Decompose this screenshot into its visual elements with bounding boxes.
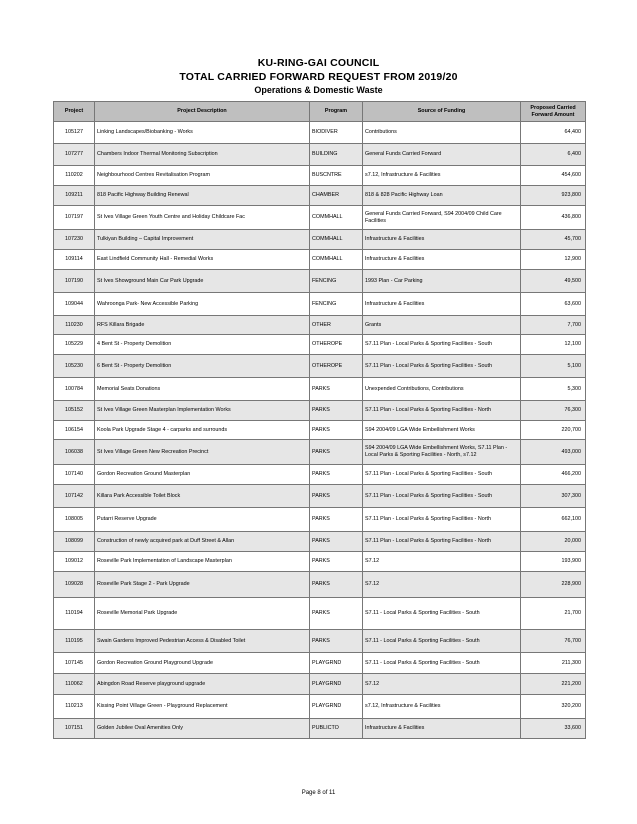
cell-description: Tulkiyan Building – Capital Improvement (95, 230, 310, 250)
table-row (54, 293, 586, 316)
cell-source: Infrastructure & Facilities (363, 250, 521, 270)
cell-description: Abingdon Road Reserve playground upgrade (95, 674, 310, 695)
cell-amount: 307,300 (521, 485, 586, 508)
cell-program: PARKS (310, 485, 363, 508)
cell-amount: 923,800 (521, 186, 586, 206)
cell-source: S7.11 Plan - Local Parks & Sporting Facilities - North (363, 508, 521, 532)
cell-amount: 21,700 (521, 598, 586, 630)
cell-amount: 228,900 (521, 572, 586, 598)
cell-description: East Lindfield Community Hall - Remedial Works (95, 250, 310, 270)
cell-source: S7.11 - Local Parks & Sporting Facilities - South (363, 630, 521, 653)
cell-description: St Ives Village Green New Recreation Precinct (95, 440, 310, 465)
cell-source: Contributions (363, 122, 521, 144)
report-subtitle: Operations & Domestic Waste (254, 85, 383, 95)
cell-project: 110202 (54, 166, 95, 186)
cell-description: Chambers Indoor Thermal Monitoring Subscription (95, 144, 310, 166)
table-row (54, 316, 586, 335)
cell-program: BUILDING (310, 144, 363, 166)
cell-program: PLAYGRND (310, 695, 363, 719)
cell-amount: 320,200 (521, 695, 586, 719)
report-title: TOTAL CARRIED FORWARD REQUEST FROM 2019/20 (179, 71, 458, 83)
cell-project: 107145 (54, 653, 95, 674)
table-row (54, 355, 586, 378)
cell-program: OTHEROPE (310, 335, 363, 355)
cell-amount: 7,700 (521, 316, 586, 335)
cell-amount: 662,100 (521, 508, 586, 532)
cell-amount: 493,000 (521, 440, 586, 465)
col-header-project: Project (54, 102, 95, 122)
cell-program: PARKS (310, 465, 363, 485)
cell-program: PLAYGRND (310, 674, 363, 695)
cell-program: PARKS (310, 532, 363, 552)
cell-amount: 45,700 (521, 230, 586, 250)
cell-program: PLAYGRND (310, 653, 363, 674)
cell-description: Kissing Point Village Green - Playground Replacement (95, 695, 310, 719)
cell-program: PARKS (310, 508, 363, 532)
cell-program: PARKS (310, 572, 363, 598)
cell-project: 109012 (54, 552, 95, 572)
cell-source: S7.11 Plan - Local Parks & Sporting Facilities - South (363, 355, 521, 378)
cell-source: S7.12 (363, 572, 521, 598)
cell-source: General Funds Carried Forward, S94 2004/09 Child Care Facilities (363, 206, 521, 230)
cell-source: S94 2004/09 LGA Wide Embellishment Works (363, 421, 521, 440)
cell-description: 818 Pacific Highway Building Renewal (95, 186, 310, 206)
cell-program: COMMHALL (310, 206, 363, 230)
council-name: KU-RING-GAI COUNCIL (257, 57, 380, 69)
table-row (54, 378, 586, 401)
col-header-description: Project Description (95, 102, 310, 122)
cell-project: 105230 (54, 355, 95, 378)
cell-project: 107151 (54, 719, 95, 739)
cell-program: PARKS (310, 552, 363, 572)
cell-program: PARKS (310, 421, 363, 440)
cell-amount: 63,600 (521, 293, 586, 316)
cell-source: S7.11 Plan - Local Parks & Sporting Facilities - South (363, 465, 521, 485)
table-row (54, 206, 586, 230)
cell-description: Roseville Memorial Park Upgrade (95, 598, 310, 630)
carried-forward-table (53, 101, 586, 739)
cell-amount: 221,200 (521, 674, 586, 695)
cell-program: PARKS (310, 440, 363, 465)
cell-amount: 5,100 (521, 355, 586, 378)
cell-description: Gordon Recreation Ground Masterplan (95, 465, 310, 485)
table-row (54, 465, 586, 485)
cell-source: s7.12, Infrastructure & Facilities (363, 166, 521, 186)
cell-project: 105127 (54, 122, 95, 144)
cell-source: S7.12 (363, 552, 521, 572)
cell-project: 107277 (54, 144, 95, 166)
cell-amount: 193,900 (521, 552, 586, 572)
cell-source: 818 & 828 Pacific Highway Loan (363, 186, 521, 206)
cell-program: PARKS (310, 401, 363, 421)
cell-amount: 20,000 (521, 532, 586, 552)
cell-description: Wahroonga Park- New Accessible Parking (95, 293, 310, 316)
table-row (54, 719, 586, 739)
cell-project: 108005 (54, 508, 95, 532)
cell-program: OTHER (310, 316, 363, 335)
cell-program: PARKS (310, 630, 363, 653)
cell-description: Gordon Recreation Ground Playground Upgrade (95, 653, 310, 674)
table-row (54, 674, 586, 695)
table-row (54, 250, 586, 270)
cell-amount: 12,900 (521, 250, 586, 270)
cell-amount: 211,300 (521, 653, 586, 674)
table-row (54, 186, 586, 206)
table-row (54, 695, 586, 719)
cell-amount: 454,600 (521, 166, 586, 186)
table-header-row (54, 102, 586, 122)
cell-description: St Ives Village Green Youth Centre and Holiday Childcare Fac (95, 206, 310, 230)
cell-project: 107197 (54, 206, 95, 230)
cell-description: St Ives Village Green Masterplan Implementation Works (95, 401, 310, 421)
cell-project: 109211 (54, 186, 95, 206)
cell-project: 108099 (54, 532, 95, 552)
cell-project: 107190 (54, 270, 95, 293)
page-number: Page 8 of 11 (301, 790, 336, 796)
cell-program: PARKS (310, 598, 363, 630)
cell-source: 1993 Plan - Car Parking (363, 270, 521, 293)
cell-project: 106038 (54, 440, 95, 465)
cell-amount: 64,400 (521, 122, 586, 144)
cell-source: Infrastructure & Facilities (363, 230, 521, 250)
cell-program: COMMHALL (310, 230, 363, 250)
cell-project: 105229 (54, 335, 95, 355)
cell-program: PUBLICTO (310, 719, 363, 739)
cell-amount: 76,300 (521, 401, 586, 421)
cell-project: 110230 (54, 316, 95, 335)
cell-description: Golden Jubilee Oval Amenities Only (95, 719, 310, 739)
cell-description: Linking Landscapes/Biobanking - Works (95, 122, 310, 144)
cell-description: 6 Bent St - Property Demolition (95, 355, 310, 378)
col-header-amount: Proposed Carried Forward Amount (521, 102, 586, 122)
cell-program: BIODIVER (310, 122, 363, 144)
cell-amount: 6,400 (521, 144, 586, 166)
cell-description: Koola Park Upgrade Stage 4 - carparks and surrounds (95, 421, 310, 440)
cell-amount: 466,200 (521, 465, 586, 485)
cell-description: Roseville Park Implementation of Landscape Masterplan (95, 552, 310, 572)
cell-amount: 5,300 (521, 378, 586, 401)
cell-description: RFS Killara Brigade (95, 316, 310, 335)
cell-source: s7.12, Infrastructure & Facilities (363, 695, 521, 719)
cell-amount: 12,100 (521, 335, 586, 355)
cell-amount: 76,700 (521, 630, 586, 653)
table-row (54, 270, 586, 293)
cell-source: Unexpended Contributions, Contributions (363, 378, 521, 401)
cell-program: FENCING (310, 270, 363, 293)
cell-amount: 220,700 (521, 421, 586, 440)
cell-project: 107142 (54, 485, 95, 508)
table-row (54, 421, 586, 440)
table-row (54, 532, 586, 552)
cell-source: S7.11 Plan - Local Parks & Sporting Facilities - North (363, 401, 521, 421)
cell-program: COMMHALL (310, 250, 363, 270)
col-header-program: Program (310, 102, 363, 122)
table-row (54, 508, 586, 532)
cell-project: 110213 (54, 695, 95, 719)
cell-description: Neighbourhood Centres Revitalisation Program (95, 166, 310, 186)
table-row (54, 166, 586, 186)
cell-project: 110062 (54, 674, 95, 695)
cell-program: FENCING (310, 293, 363, 316)
cell-project: 106154 (54, 421, 95, 440)
cell-source: S7.11 Plan - Local Parks & Sporting Facilities - South (363, 485, 521, 508)
cell-description: St Ives Showground Main Car Park Upgrade (95, 270, 310, 293)
cell-description: Putarri Reserve Upgrade (95, 508, 310, 532)
cell-description: Killara Park Accessible Toilet Block (95, 485, 310, 508)
cell-project: 109114 (54, 250, 95, 270)
cell-source: S7.11 Plan - Local Parks & Sporting Facilities - North (363, 532, 521, 552)
cell-source: Grants (363, 316, 521, 335)
cell-program: PARKS (310, 378, 363, 401)
cell-project: 109044 (54, 293, 95, 316)
table-row (54, 401, 586, 421)
table-row (54, 144, 586, 166)
cell-project: 110194 (54, 598, 95, 630)
cell-source: S94 2004/09 LGA Wide Embellishment Works, S7.11 Plan - Local Parks & Sporting Facilities - North, s7.12 (363, 440, 521, 465)
table-row (54, 335, 586, 355)
table-row (54, 485, 586, 508)
cell-project: 100784 (54, 378, 95, 401)
table-row (54, 653, 586, 674)
table-row (54, 630, 586, 653)
table-row (54, 572, 586, 598)
cell-amount: 49,500 (521, 270, 586, 293)
cell-amount: 33,600 (521, 719, 586, 739)
cell-project: 110195 (54, 630, 95, 653)
table-row (54, 122, 586, 144)
cell-program: BUSCNTRE (310, 166, 363, 186)
cell-description: Memorial Seats Donations (95, 378, 310, 401)
cell-source: Infrastructure & Facilities (363, 719, 521, 739)
cell-description: 4 Bent St - Property Demolition (95, 335, 310, 355)
cell-description: Construction of newly acquired park at Duff Street & Allan (95, 532, 310, 552)
cell-description: Roseville Park Stage 2 - Park Upgrade (95, 572, 310, 598)
cell-program: CHAMBER (310, 186, 363, 206)
cell-source: S7.11 - Local Parks & Sporting Facilities - South (363, 653, 521, 674)
cell-source: S7.12 (363, 674, 521, 695)
cell-project: 107140 (54, 465, 95, 485)
table-row (54, 598, 586, 630)
cell-project: 105152 (54, 401, 95, 421)
cell-project: 109028 (54, 572, 95, 598)
table-row (54, 552, 586, 572)
cell-description: Swain Gardens Improved Pedestrian Access & Disabled Toilet (95, 630, 310, 653)
cell-amount: 436,800 (521, 206, 586, 230)
cell-project: 107230 (54, 230, 95, 250)
table-row (54, 440, 586, 465)
cell-source: Infrastructure & Facilities (363, 293, 521, 316)
cell-program: OTHEROPE (310, 355, 363, 378)
cell-source: S7.11 Plan - Local Parks & Sporting Facilities - South (363, 335, 521, 355)
cell-source: General Funds Carried Forward (363, 144, 521, 166)
col-header-source: Source of Funding (363, 102, 521, 122)
cell-source: S7.11 - Local Parks & Sporting Facilities - South (363, 598, 521, 630)
table-row (54, 230, 586, 250)
